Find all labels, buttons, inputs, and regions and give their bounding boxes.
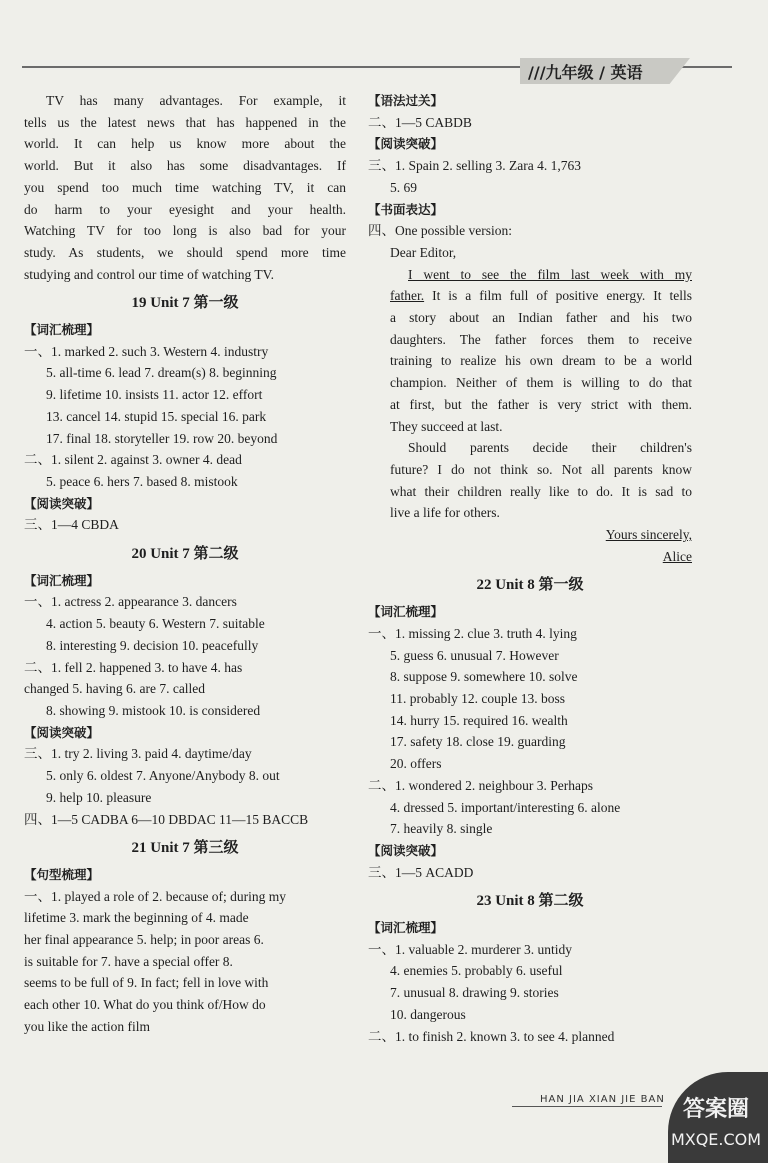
grade-subject: ///九年级 / 英语 [528,63,643,82]
section-heading: 【词汇梳理】 [24,322,100,338]
answer-line: 二、1. silent 2. against 3. owner 4. dead [24,452,242,468]
answer-line: 5. guess 6. unusual 7. However [390,647,559,663]
header-tab [520,58,690,84]
answer-line: 三、1. try 2. living 3. paid 4. daytime/day [24,746,252,762]
section-heading: 【书面表达】 [368,201,444,217]
answer-line: 三、1—4 CBDA [24,517,119,533]
answer-line: 二、1. to finish 2. known 3. to see 4. planned [368,1028,615,1044]
left-column [24,90,346,1038]
unit-heading: 22 Unit 8 第一级 [476,577,584,594]
answer-line: 4. dressed 5. important/interesting 6. alone [390,799,621,815]
answer-line: 11. probably 12. couple 13. boss [390,690,565,706]
unit-heading: 23 Unit 8 第二级 [476,893,584,910]
watermark-logo: 答案圈 [682,1097,749,1122]
answer-line: 4. action 5. beauty 6. Western 7. suitable [46,616,265,632]
section-heading: 【词汇梳理】 [368,920,444,936]
letter-line: what their children really like to do. It is sad to [390,483,692,499]
answer-line: 5. peace 6. hers 7. based 8. mistook [46,473,238,489]
answer-line: 9. help 10. pleasure [46,789,152,805]
answer-line: 10. dangerous [390,1006,466,1022]
essay-line: world. But it also has some disadvantages. If [24,158,346,174]
answer-line: 14. hurry 15. required 16. wealth [390,712,568,728]
answer-line: 5. only 6. oldest 7. Anyone/Anybody 8. out [46,768,280,784]
letter-signoff: Alice [662,548,692,564]
answer-line: lifetime 3. mark the beginning of 4. made [24,910,249,926]
answer-line: 三、1—5 ACADD [368,864,474,880]
section-heading: 【语法过关】 [368,93,444,108]
letter-line: training to realize his own dream to be a world [390,353,692,369]
letter-line: They succeed at last. [390,418,503,434]
unit-heading: 21 Unit 7 第三级 [131,840,239,857]
answer-line: 一、1. missing 2. clue 3. truth 4. lying [368,625,577,641]
section-heading: 【阅读突破】 [368,842,444,858]
answer-line: 一、1. valuable 2. murderer 3. untidy [368,941,572,957]
answer-line: 8. showing 9. mistook 10. is considered [46,702,261,718]
letter-text: It is a film full of positive energy. It tells [424,288,692,304]
essay-line: TV has many advantages. For example, it [46,93,346,108]
right-column [368,90,692,1047]
answer-line: 二、1. fell 2. happened 3. to have 4. has [24,659,243,675]
section-heading: 【词汇梳理】 [368,604,444,620]
answer-line: 一、1. marked 2. such 3. Western 4. industry [24,343,269,359]
answer-line: 8. interesting 9. decision 10. peacefully [46,637,259,653]
footer-pinyin: HAN JIA XIAN JIE BAN [540,1094,665,1105]
essay-line: do harm to your eyesight and your health. [24,201,346,217]
answer-line: 4. enemies 5. probably 6. useful [390,963,563,979]
answer-line: her final appearance 5. help; in poor areas 6. [24,932,264,948]
answer-line: 17. final 18. storyteller 19. row 20. beyond [46,430,278,446]
answer-line: 二、1—5 CABDB [368,114,472,130]
answer-line: 一、1. played a role of 2. because of; during my [24,888,287,904]
letter-line: daughters. The father forces them to receive [390,331,692,347]
answer-line: 9. lifetime 10. insists 11. actor 12. effort [46,387,263,403]
letter-line: at first, but the father is very strict with them. [390,396,692,412]
answer-line: 13. cancel 14. stupid 15. special 16. park [46,408,267,424]
letter-line: live a life for others. [390,505,500,521]
answer-line: 20. offers [390,756,442,772]
essay-line: studying and control our time of watching TV. [24,266,274,282]
answer-line: 8. suppose 9. somewhere 10. solve [390,669,578,685]
unit-heading: 20 Unit 7 第二级 [131,546,239,563]
answer-line: 17. safety 18. close 19. guarding [390,734,566,750]
answer-line: 一、1. actress 2. appearance 3. dancers [24,594,237,610]
essay-line: Watching TV for too long is also bad for your [24,223,346,239]
essay-line: world. It can help us know more about the [24,136,346,152]
answer-line: 四、One possible version: [368,223,512,239]
answer-line: 四、1—5 CADBA 6—10 DBDAC 11—15 BACCB [24,811,309,827]
section-heading: 【句型梳理】 [24,866,100,882]
section-heading: 【阅读突破】 [24,724,100,740]
letter-signoff: Yours sincerely, [605,527,692,543]
essay-line: tells us the latest news that has happened in the [24,114,346,130]
answer-line: you like the action film [24,1018,150,1034]
section-heading: 【阅读突破】 [368,136,444,152]
answer-line: seems to be full of 9. In fact; fell in love with [24,975,269,991]
answer-line: changed 5. having 6. are 7. called [24,681,206,697]
letter-line: champion. Neither of them is willing to do that [390,375,692,391]
essay-line: study. As students, we should spend more time [24,244,346,260]
answer-line: 三、1. Spain 2. selling 3. Zara 4. 1,763 [368,158,581,174]
letter-line [368,285,692,307]
letter-greeting: Dear Editor, [390,244,457,260]
essay-line: you spend too much time watching TV, it can [24,179,346,195]
answer-line: each other 10. What do you think of/How do [24,997,266,1013]
watermark-url: MXQE.COM [670,1130,762,1149]
letter-line: a story about an Indian father and his two [390,310,692,326]
underlined-text: father. [390,288,425,304]
section-heading: 【词汇梳理】 [24,572,100,588]
section-heading: 【阅读突破】 [24,495,100,511]
answer-line: 7. heavily 8. single [390,821,493,837]
answer-line: 5. 69 [390,179,417,195]
answer-line: 7. unusual 8. drawing 9. stories [390,985,559,1001]
unit-heading: 19 Unit 7 第一级 [131,295,239,312]
answer-line: 5. all-time 6. lead 7. dream(s) 8. beginning [46,365,277,381]
letter-line: Should parents decide their children's [408,440,692,456]
letter-line: future? I do not think so. Not all parents know [390,461,692,477]
answer-line: is suitable for 7. have a special offer 8. [24,953,233,969]
answer-line: 二、1. wondered 2. neighbour 3. Perhaps [368,777,593,793]
letter-line: I went to see the film last week with my [408,266,692,282]
footer-rule [512,1106,662,1107]
